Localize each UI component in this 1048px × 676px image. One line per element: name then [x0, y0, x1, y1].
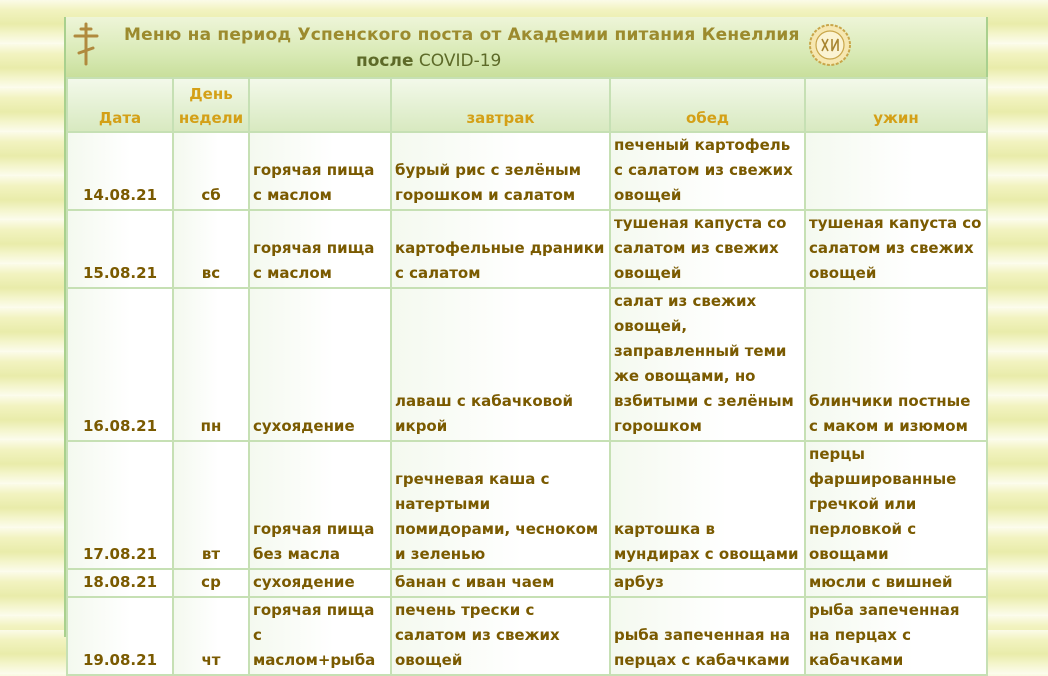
spreadsheet-sheet — [64, 17, 988, 669]
cell-lunch: картошка в мундирах с овощами — [610, 441, 805, 569]
cell-lunch: рыба запеченная на перцах с кабачками — [610, 597, 805, 675]
column-header-note — [249, 78, 391, 132]
column-header-date: Дата — [67, 78, 173, 132]
cell-breakfast: бурый рис с зелёным горошком и салатом — [391, 132, 610, 210]
cell-dinner: мюсли с вишней — [805, 569, 987, 597]
cell-date: 19.08.21 — [67, 597, 173, 675]
cell-note: сухоядение — [249, 569, 391, 597]
cell-dinner — [805, 132, 987, 210]
cell-date: 18.08.21 — [67, 569, 173, 597]
cell-date: 16.08.21 — [67, 288, 173, 441]
cell-weekday: ср — [173, 569, 249, 597]
column-header-weekday: День недели — [173, 78, 249, 132]
cell-date: 15.08.21 — [67, 210, 173, 288]
menu-table — [66, 77, 988, 676]
title-band — [66, 17, 986, 78]
page-title: Меню на период Успенского поста от Академии питания Кенеллия — [124, 25, 800, 45]
cell-weekday: сб — [173, 132, 249, 210]
cell-breakfast: гречневая каша с натертыми помидорами, чесноком и зеленью — [391, 441, 610, 569]
cell-note: горячая пища с маслом+рыба — [249, 597, 391, 675]
table-row — [67, 441, 987, 569]
cell-dinner: перцы фаршированные гречкой или перловкой с овощами — [805, 441, 987, 569]
cell-weekday: вс — [173, 210, 249, 288]
cell-weekday: вт — [173, 441, 249, 569]
column-header-breakfast: завтрак — [391, 78, 610, 132]
subtitle-bold: после — [356, 51, 414, 71]
orthodox-cross-icon — [72, 21, 100, 67]
cell-lunch: арбуз — [610, 569, 805, 597]
table-row — [67, 569, 987, 597]
cell-dinner: блинчики постные с маком и изюмом — [805, 288, 987, 441]
cell-breakfast: картофельные драники с салатом — [391, 210, 610, 288]
monogram-seal-icon — [808, 23, 852, 67]
cell-lunch: печеный картофель с салатом из свежих овощей — [610, 132, 805, 210]
page-subtitle — [356, 51, 501, 71]
cell-date: 14.08.21 — [67, 132, 173, 210]
cell-note: горячая пища без масла — [249, 441, 391, 569]
header-row — [67, 78, 987, 132]
table-row — [67, 288, 987, 441]
subtitle-rest: COVID-19 — [413, 51, 502, 71]
cell-breakfast: лаваш с кабачковой икрой — [391, 288, 610, 441]
cell-weekday: пн — [173, 288, 249, 441]
column-header-dinner: ужин — [805, 78, 987, 132]
cell-weekday: чт — [173, 597, 249, 675]
cell-note: горячая пища с маслом — [249, 132, 391, 210]
table-row — [67, 597, 987, 675]
cell-dinner: рыба запеченная на перцах с кабачками — [805, 597, 987, 675]
table-row — [67, 210, 987, 288]
cell-lunch: тушеная капуста со салатом из свежих овощей — [610, 210, 805, 288]
cell-date: 17.08.21 — [67, 441, 173, 569]
cell-note: сухоядение — [249, 288, 391, 441]
table-row — [67, 132, 987, 210]
column-header-lunch: обед — [610, 78, 805, 132]
cell-lunch: салат из свежих овощей, заправленный теми же овощами, но взбитыми с зелёным горошком — [610, 288, 805, 441]
cell-dinner: тушеная капуста со салатом из свежих овощей — [805, 210, 987, 288]
cell-note: горячая пища с маслом — [249, 210, 391, 288]
cell-breakfast: банан с иван чаем — [391, 569, 610, 597]
cell-breakfast: печень трески с салатом из свежих овощей — [391, 597, 610, 675]
